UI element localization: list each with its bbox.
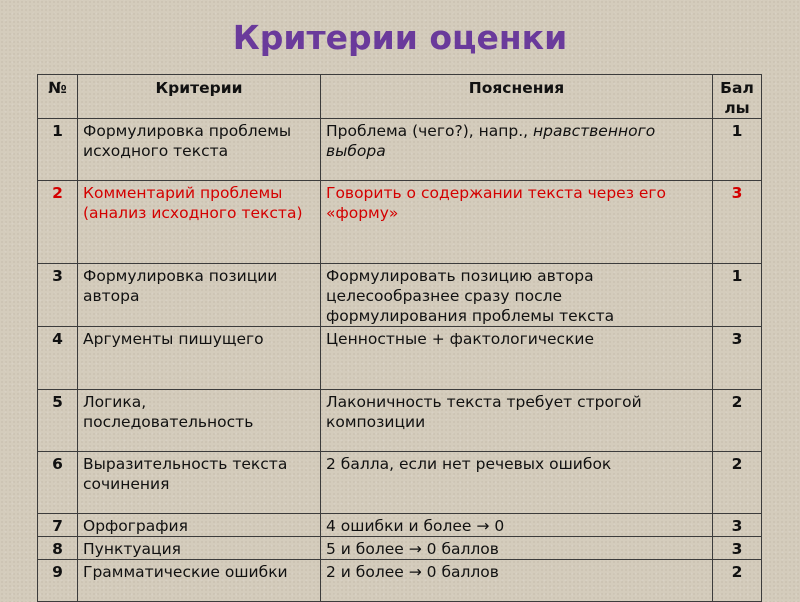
header-row (38, 75, 762, 119)
header-points: Бал лы (713, 75, 762, 119)
row-explanation: Говорить о содержании текста через его «форму» (321, 181, 713, 264)
table-row (38, 264, 762, 327)
row-points: 1 (713, 119, 762, 181)
row-explanation: Формулировать позицию автора целесообразнее сразу после формулирования проблемы текста (321, 264, 713, 327)
row-number: 5 (38, 390, 78, 452)
header-criterion: Критерии (78, 75, 321, 119)
row-number: 6 (38, 452, 78, 514)
row-number: 4 (38, 327, 78, 390)
row-criterion: Орфография (78, 514, 321, 537)
header-num: № (38, 75, 78, 119)
row-criterion: Грамматические ошибки (78, 560, 321, 602)
row-explanation (321, 119, 713, 181)
explanation-text: Проблема (чего?), напр., (326, 122, 533, 140)
row-explanation: Ценностные + фактологические (321, 327, 713, 390)
row-number: 3 (38, 264, 78, 327)
row-criterion: Пунктуация (78, 537, 321, 560)
row-criterion: Аргументы пишущего (78, 327, 321, 390)
table-row (38, 537, 762, 560)
row-number: 7 (38, 514, 78, 537)
row-explanation: 4 ошибки и более → 0 (321, 514, 713, 537)
table-row (38, 327, 762, 390)
row-criterion: Комментарий проблемы (анализ исходного текста) (78, 181, 321, 264)
row-explanation: 2 балла, если нет речевых ошибок (321, 452, 713, 514)
table-row (38, 119, 762, 181)
row-number: 8 (38, 537, 78, 560)
slide-title: Критерии оценки (232, 18, 568, 57)
row-points: 2 (713, 390, 762, 452)
row-explanation: 2 и более → 0 баллов (321, 560, 713, 602)
row-points: 2 (713, 452, 762, 514)
row-criterion: Выразительность текста сочинения (78, 452, 321, 514)
row-number: 2 (38, 181, 78, 264)
row-points: 3 (713, 537, 762, 560)
row-points: 3 (713, 514, 762, 537)
header-explanation: Пояснения (321, 75, 713, 119)
row-points: 1 (713, 264, 762, 327)
row-number: 1 (38, 119, 78, 181)
row-number: 9 (38, 560, 78, 602)
explanation-italic-text: нравственного выбора (326, 122, 656, 160)
table-row (38, 514, 762, 537)
table-row (38, 452, 762, 514)
row-criterion: Формулировка проблемы исходного текста (78, 119, 321, 181)
row-explanation: Лаконичность текста требует строгой композиции (321, 390, 713, 452)
row-points: 2 (713, 560, 762, 602)
row-explanation: 5 и более → 0 баллов (321, 537, 713, 560)
table-row (38, 390, 762, 452)
table-row-highlighted (38, 181, 762, 264)
table-row (38, 560, 762, 602)
row-points: 3 (713, 181, 762, 264)
row-criterion: Логика, последовательность (78, 390, 321, 452)
row-criterion: Формулировка позиции автора (78, 264, 321, 327)
row-points: 3 (713, 327, 762, 390)
criteria-table (37, 74, 762, 602)
